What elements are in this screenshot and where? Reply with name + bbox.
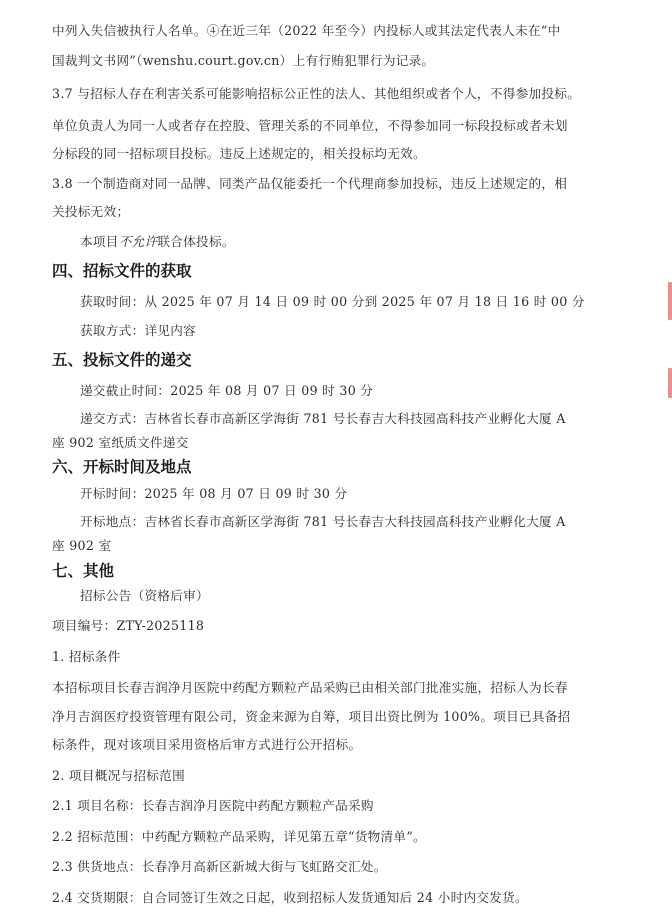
consortium-emphasis: 不允许 <box>118 234 158 249</box>
item-2-2: 2.2 招标范围：中药配方颗粒产品采购，详见第五章“货物清单”。 <box>52 829 426 844</box>
item-2-4: 2.4 交货期限：自合同签订生效之日起，收到招标人发货通知后 24 小时内交发货。 <box>52 890 528 905</box>
item-2-1: 2.1 项目名称：长春吉润净月医院中药配方颗粒产品采购 <box>52 798 374 813</box>
project-number: 项目编号：ZTY-2025118 <box>52 618 205 633</box>
submit-method: 递交方式：吉林省长春市高新区学海街 781 号长春吉大科技园高科技产业孵化大厦 A <box>80 411 566 426</box>
section-1-line: 净月吉润医疗投资管理有限公司，资金来源为自筹，项目出资比例为 100%。项目已具备招 <box>52 709 571 724</box>
submit-deadline: 递交截止时间：2025 年 08 月 07 日 09 时 30 分 <box>80 383 374 398</box>
consortium-line <box>80 233 654 251</box>
get-time: 获取时间：从 2025 年 07 月 14 日 09 时 00 分到 2025 年 07 月 18 日 16 时 00 分 <box>80 294 585 309</box>
section-1-line: 本招标项目长春吉润净月医院中药配方颗粒产品采购已由相关部门批准实施，招标人为长春 <box>52 680 568 695</box>
consortium-prefix: 本项目 <box>80 234 119 249</box>
open-place-cont: 座 902 室 <box>52 538 112 553</box>
clause-3-7-line: 分标段的同一招标项目投标。违反上述规定的，相关投标均无效。 <box>52 146 426 161</box>
seal-edge-mark <box>668 368 672 398</box>
section-heading-4: 四、招标文件的获取 <box>52 262 192 280</box>
notice-title: 招标公告（资格后审） <box>80 588 209 603</box>
section-2-title: 2. 项目概况与招标范围 <box>52 768 185 783</box>
section-heading-5: 五、投标文件的递交 <box>52 351 192 369</box>
section-1-title: 1. 招标条件 <box>52 649 121 664</box>
clause-3-7-line: 3.7 与招标人存在利害关系可能影响招标公正性的法人、其他组织或者个人，不得参加投标。 <box>52 86 581 101</box>
get-method: 获取方式：详见内容 <box>80 323 197 338</box>
paragraph-line: 国裁判文书网”（wenshu.court.gov.cn）上有行贿犯罪行为记录。 <box>52 53 435 68</box>
section-heading-7: 七、其他 <box>52 562 115 580</box>
submit-method-cont: 座 902 室纸质文件递交 <box>52 435 189 450</box>
open-place: 开标地点：吉林省长春市高新区学海街 781 号长春吉大科技园高科技产业孵化大厦 A <box>80 514 566 529</box>
paragraph-line: 中列入失信被执行人名单。④在近三年（2022 年至今）内投标人或其法定代表人未在“中 <box>52 23 561 38</box>
item-2-3: 2.3 供货地点：长春净月高新区新城大街与飞虹路交汇处。 <box>52 859 387 874</box>
seal-edge-mark <box>668 282 672 320</box>
clause-3-8-line: 3.8 一个制造商对同一品牌、同类产品仅能委托一个代理商参加投标，违反上述规定的，相 <box>52 176 568 191</box>
clause-3-8-line: 关投标无效； <box>52 204 130 219</box>
section-1-line: 标条件，现对该项目采用资格后审方式进行公开招标。 <box>52 737 362 752</box>
consortium-suffix: 联合体投标。 <box>157 234 235 249</box>
open-time: 开标时间：2025 年 08 月 07 日 09 时 30 分 <box>80 486 348 501</box>
clause-3-7-line: 单位负责人为同一人或者存在控股、管理关系的不同单位，不得参加同一标段投标或者未划 <box>52 118 568 133</box>
section-heading-6: 六、开标时间及地点 <box>52 458 192 476</box>
